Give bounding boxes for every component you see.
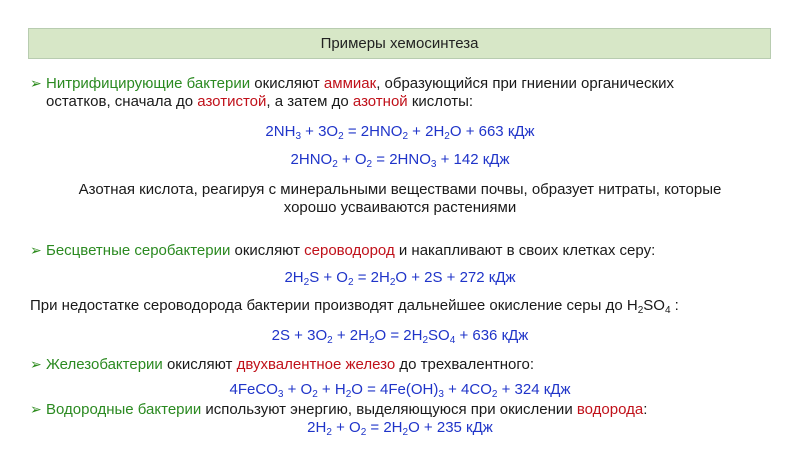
equation-nitrite-oxidation: $2HNO_2 + O_2 = 2HNO_3 + 142$ кДж: [290, 151, 510, 170]
slide-title-text: Примеры хемосинтеза: [320, 35, 479, 52]
sulfur-bacteria-term: Бесцветные серобактерии: [46, 242, 231, 259]
bullet-arrow-icon: ➢: [30, 75, 42, 91]
bullet-sulfur: ➢ Бесцветные серобактерии окисляют сероводород и накапливают в своих клетках серу:: [30, 242, 656, 259]
bullet-hydrogen: ➢ Водородные бактерии используют энергию, выделяющуюся при окислении водорода:: [30, 401, 648, 418]
bullet-nitrifying-cont: остатков, сначала до азотистой, а затем до азотной кислоты:: [46, 93, 474, 110]
equation-ammonia-oxidation: $2NH_3 + 3O_2 = 2HNO_2 + 2H_2O + 663$ кДж: [265, 123, 535, 142]
equation-hydrogen-oxidation: $2H_2 + O_2 = 2H_2O + 235$ кДж: [307, 419, 493, 438]
bullet-arrow-icon: ➢: [30, 356, 42, 372]
ammonia-term: аммиак: [323, 75, 377, 92]
iron-bacteria-term: Железобактерии: [46, 356, 163, 373]
nitric-term: азотной: [352, 93, 408, 110]
equation-sulfur-oxidation: $2S + 3O_2 + 2H_2O = 2H_2SO_4 + 636$ кДж: [271, 327, 529, 346]
bullet-nitrifying: ➢ Нитрифицирующие бактерии окисляют аммиак, образующийся при гниении органических остатков, сначала до азотистой, а затем до азотной кислоты:: [30, 75, 674, 110]
bullet-iron: ➢ Железобактерии окисляют двухвалентное железо до трехвалентного:: [30, 356, 535, 373]
hydrogen-term: водорода: [576, 401, 644, 418]
sulfur-lack-note: При недостатке сероводорода бактерии производят дальнейшее окисление серы до $H_2SO_4$ :: [30, 297, 679, 316]
nitrous-term: азотистой: [197, 93, 267, 110]
bullet-arrow-icon: ➢: [30, 401, 42, 417]
ferrous-iron-term: двухвалентное железо: [236, 356, 396, 373]
equation-h2s-oxidation: $2H_2S + O_2 = 2H_2O + 2S + 272$ кДж: [284, 269, 516, 288]
h2s-term: сероводород: [304, 242, 395, 259]
slide-title: [28, 28, 771, 59]
hydrogen-bacteria-term: Водородные бактерии: [46, 401, 202, 418]
equation-iron-oxidation: 4FeCO$_3$ + $O_2 + H_2O = 4Fe(OH)_3 + 4CO_2 + 324$ кДж: [229, 381, 571, 400]
nitric-acid-note: Азотная кислота, реагируя с минеральными веществами почвы, образует нитраты, которые хорошо усваиваются растениями: [78, 181, 722, 216]
bullet-arrow-icon: ➢: [30, 242, 42, 258]
nitrifying-bacteria-term: Нитрифицирующие бактерии: [46, 75, 251, 92]
